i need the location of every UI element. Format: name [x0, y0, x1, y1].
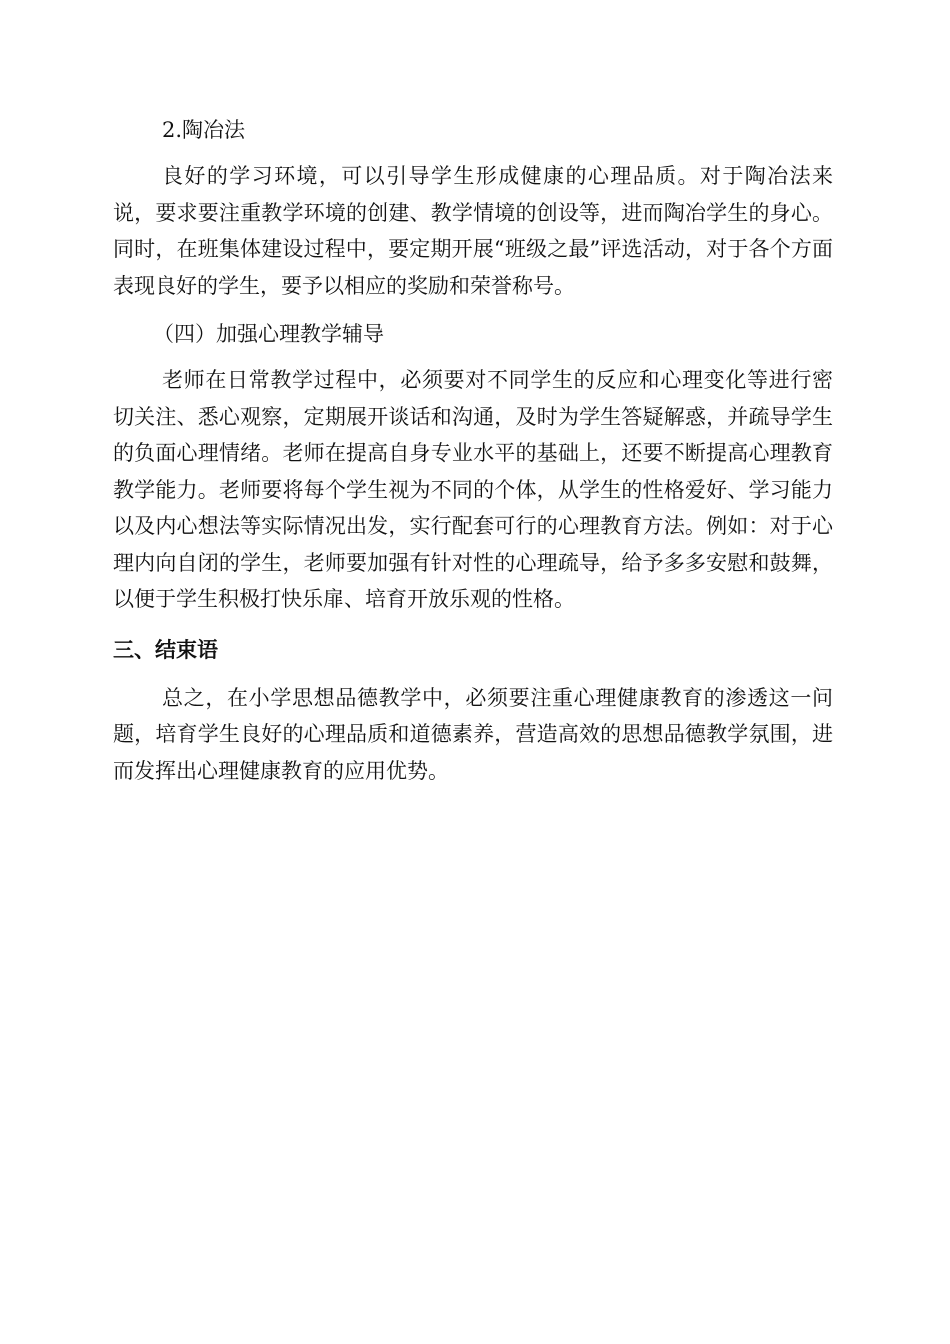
document-page [113, 112, 833, 801]
paragraph-taoye: 良好的学习环境，可以引导学生形成健康的心理品质。对于陶冶法来说，要求要注重教学环境的创建、教学情境的创设等，进而陶冶学生的身心。同时，在班集体建设过程中，要定期开展“班级之最”评选活动，对于各个方面表现良好的学生，要予以相应的奖励和荣誉称号。 [113, 164, 833, 298]
section-heading-counseling: （四）加强心理教学辅导 [153, 322, 384, 346]
section-heading-taoye: 2.陶冶法 [162, 118, 246, 142]
section-heading-conclusion: 三、结束语 [113, 637, 218, 662]
paragraph-conclusion: 总之，在小学思想品德教学中，必须要注重心理健康教育的渗透这一问题，培育学生良好的心理品质和道德素养，营造高效的思想品德教学氛围，进而发挥出心理健康教育的应用优势。 [113, 685, 833, 783]
paragraph-counseling: 老师在日常教学过程中，必须要对不同学生的反应和心理变化等进行密切关注、悉心观察，定期展开谈话和沟通，及时为学生答疑解惑，并疏导学生的负面心理情绪。老师在提高自身专业水平的基础上，还要不断提高心理教育教学能力。老师要将每个学生视为不同的个体，从学生的性格爱好、学习能力以及内心想法等实际情况出发，实行配套可行的心理教育方法。例如：对于心理内向自闭的学生，老师要加强有针对性的心理疏导，给予多多安慰和鼓舞，以便于学生积极打快乐扉、培育开放乐观的性格。 [113, 368, 833, 611]
